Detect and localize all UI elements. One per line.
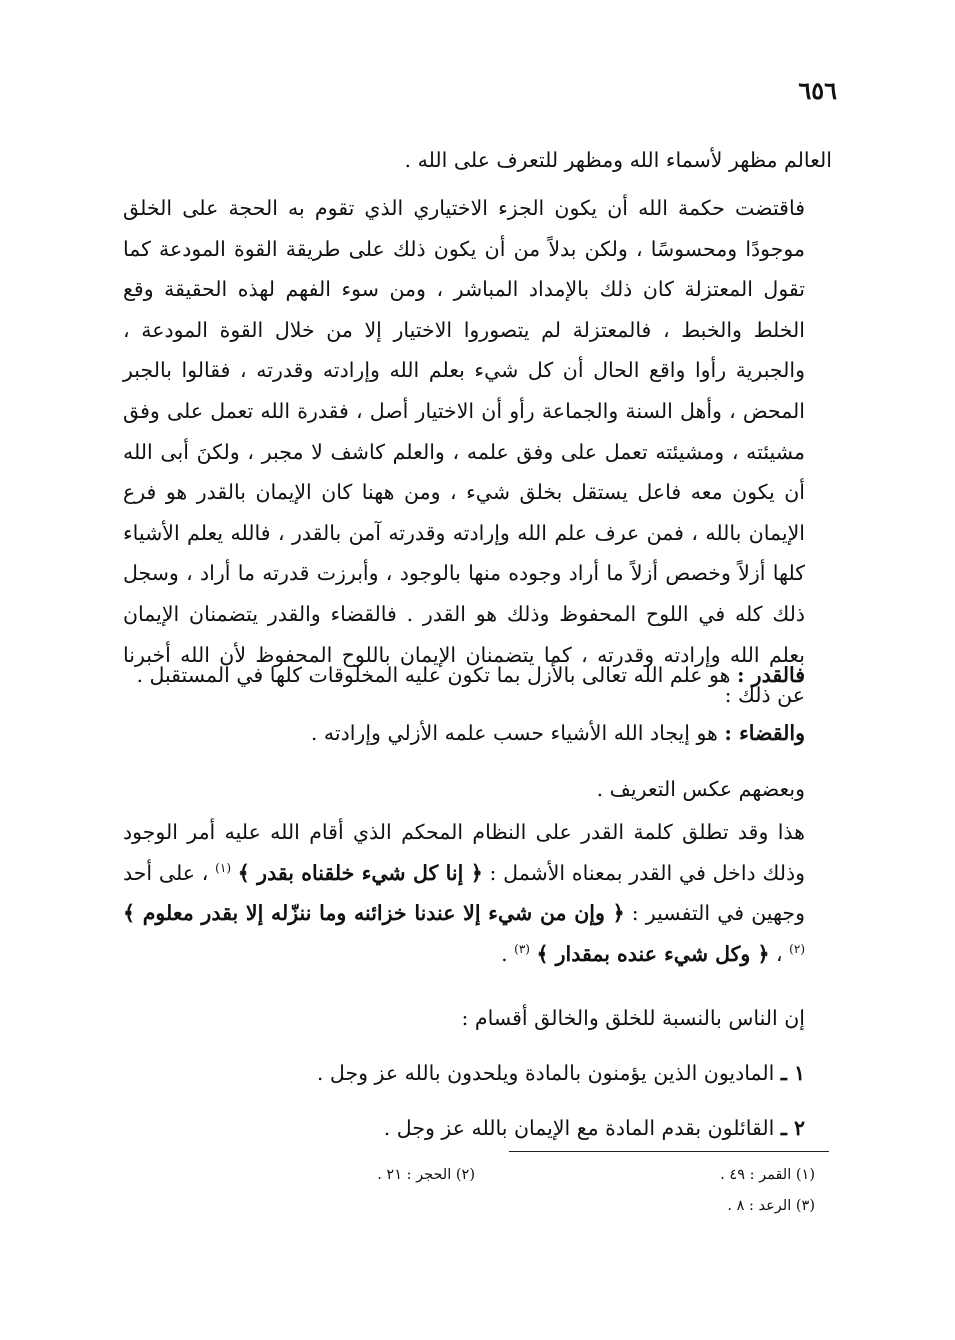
page-number: ٦٥٦ [798,76,837,105]
footnote-2: (٢) الحجر : ٢١ . [377,1167,475,1183]
paragraph-qadar-order [123,812,832,974]
quran-verse-1: ﴿ إنا كل شيء خلقناه بقدر ﴾ [237,860,483,885]
paragraph-qadar-end: . [501,941,508,966]
footnote-ref-1: (١) [215,860,231,875]
definition-qadar-text: هو علم الله تعالى بالأزل بما تكون عليه المخلوقات كلها في المستقبل . [136,663,731,687]
opening-line: العالم مظهر لأسماء الله ومظهر للتعرف على الله . [404,148,832,172]
footnote-divider [509,1151,829,1152]
list-item-number: ٢ ـ [780,1116,805,1140]
verse-separator: ، [776,941,783,966]
definition-qada-text: هو إيجاد الله الأشياء حسب علمه الأزلي وإرادته . [310,721,718,745]
definition-qadar [123,655,832,695]
footnote-3: (٣) الرعد : ٨ . [727,1198,815,1214]
paragraph-qadar-lead: هذا وقد تطلق كلمة القدر على النظام المحكم الذي أقام الله عليه أمر الوجود وذلك داخل في القدر بمعناه الأشمل : [123,820,806,885]
quran-verse-2: ﴿ وإن من شيء إلا عندنا خزائنه وما ننزّله إلا بقدر معلوم ﴾ [123,901,625,926]
quran-verse-3: ﴿ وكل شيء عنده بمقدار ﴾ [536,941,770,966]
paragraph-free-will: فاقتضت حكمة الله أن يكون الجزء الاختياري الذي تقوم به الحجة على الخلق موجودًا ومحسوسًا ، ولكن بدلاً من أن يكون ذلك على طريقة القوة المودعة كما تقول المعتزلة كان ذلك بالإمداد المباشر ، ومن سوء الفهم لهذه الحقيقة وقع الخلط والخبط ، فالمعتزلة لم يتصوروا الاختيار إلا من خلال القوة المودعة ، والجبرية رأوا واقع الحال أن كل شيء بعلم الله وإرادته وقدرته ، فقالوا بالجبر المحض ، وأهل السنة والجماعة رأو أن الاختيار أصل ، فقدرة الله تعمل على وفق مشيئته ، ومشيئته تعمل على وفق علمه ، والعلم كاشف لا مجبر ، ولكنَ أبى الله أن يكون معه فاعل يستقل بخلق شيء ، ومن ههنا كان الإيمان بالقدر هو فرع الإيمان بالله ، فمن عرف علم الله وإرادته وقدرته آمن بالقدر ، فالله يعلم الأشياء كلها أزلاً وخصص أزلاً ما أراد وجوده منها بالوجود ، وأبرزت قدرته ما أراد ، وسجل ذلك كله في اللوح المحفوظ وذلك هو القدر . فالقضاء والقدر يتضمنان الإيمان بعلم الله وإرادته وقدرته ، كما يتضمنان الإيمان باللوح المحفوظ لأن الله أخبرنا عن ذلك : [123,196,805,708]
list-item-text: الماديون الذين يؤمنون بالمادة ويلحدون بالله عز وجل . [316,1061,775,1085]
list-item-text: القائلون بقدم المادة مع الإيمان بالله عز وجل . [383,1116,775,1140]
definition-qada-term: والقضاء : [724,721,805,745]
list-item-number: ١ ـ [780,1061,805,1085]
footnote-ref-3: (٣) [514,941,530,956]
list-item [123,1108,832,1148]
divisions-intro: إن الناس بالنسبة للخلق والخالق أقسام : [461,1006,805,1030]
footnote-ref-2: (٢) [789,941,805,956]
reverse-definition-note: وبعضهم عكس التعريف . [596,777,805,801]
list-item [123,1053,832,1093]
footnote-1: (١) القمر : ٤٩ . [720,1167,815,1183]
paragraph-qadar-middle: ، على أحد وجهين في التفسير : [123,860,806,926]
definition-qadar-term: فالقدر : [736,663,805,687]
definition-qada [123,713,832,753]
